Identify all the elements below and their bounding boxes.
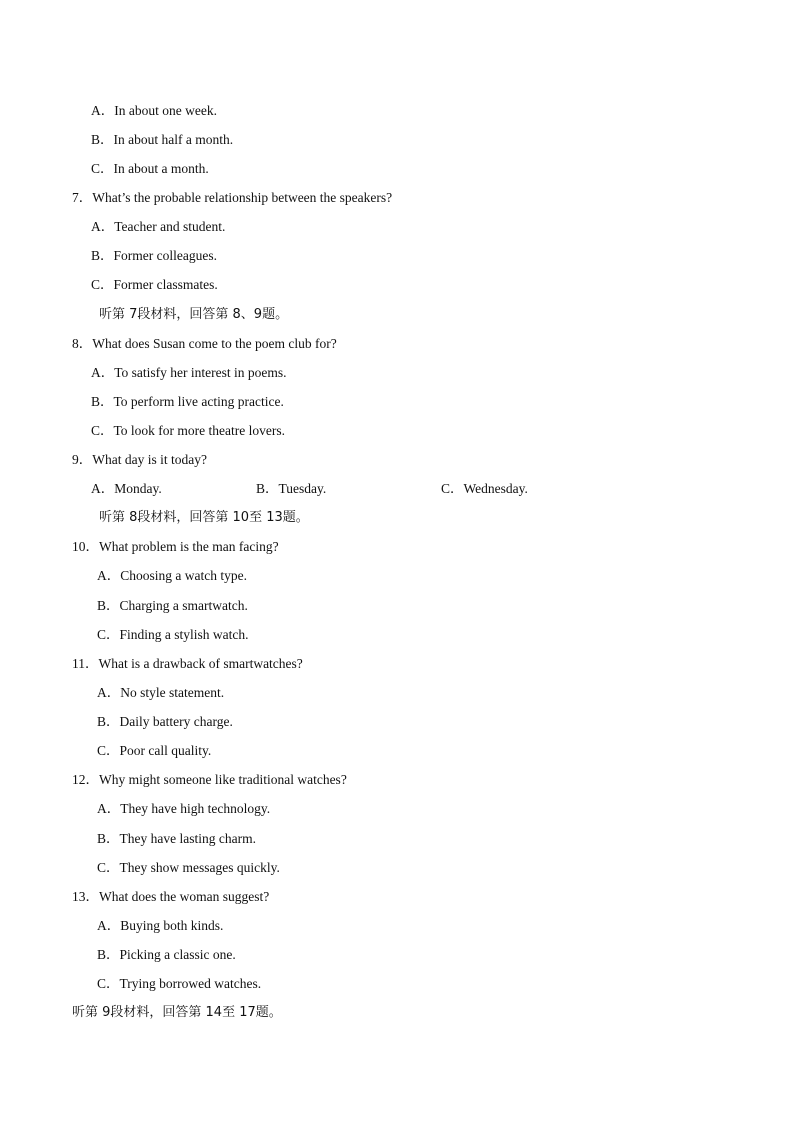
- q13-option-c: C．Trying borrowed watches.: [97, 976, 262, 991]
- q7-option-a: A．Teacher and student.: [91, 219, 226, 234]
- section-heading-9: 听第 9段材料，回答第 14至 17题。: [72, 1005, 282, 1020]
- q11-stem: 11．What is a drawback of smartwatches?: [72, 656, 303, 671]
- q7-option-b: B．Former colleagues.: [91, 248, 217, 263]
- section-heading-7: 听第 7段材料，回答第 8、9题。: [99, 307, 289, 322]
- q7-option-c: C．Former classmates.: [91, 277, 218, 292]
- q9-option-a: A．Monday.: [91, 481, 162, 496]
- q12-stem: 12．Why might someone like traditional watches?: [72, 772, 347, 787]
- q13-option-b: B．Picking a classic one.: [97, 947, 236, 962]
- q8-option-a: A．To satisfy her interest in poems.: [91, 365, 287, 380]
- q10-option-a: A．Choosing a watch type.: [97, 568, 247, 583]
- q9-option-b: B．Tuesday.: [256, 481, 327, 496]
- q8-option-b: B．To perform live acting practice.: [91, 394, 284, 409]
- q6-option-b: B．In about half a month.: [91, 132, 234, 147]
- q12-option-a: A．They have high technology.: [97, 801, 271, 816]
- q7-stem: 7．What’s the probable relationship between the speakers?: [72, 190, 393, 205]
- q12-option-c: C．They show messages quickly.: [97, 860, 280, 875]
- q11-option-a: A．No style statement.: [97, 685, 225, 700]
- q11-option-c: C．Poor call quality.: [97, 743, 212, 758]
- q9-option-c: C．Wednesday.: [441, 481, 528, 496]
- q6-option-c: C．In about a month.: [91, 161, 209, 176]
- q10-option-c: C．Finding a stylish watch.: [97, 627, 249, 642]
- q6-option-a: A．In about one week.: [91, 103, 217, 118]
- q8-option-c: C．To look for more theatre lovers.: [91, 423, 286, 438]
- section-heading-8: 听第 8段材料，回答第 10至 13题。: [99, 510, 309, 525]
- q10-stem: 10．What problem is the man facing?: [72, 539, 279, 554]
- q13-option-a: A．Buying both kinds.: [97, 918, 224, 933]
- q12-option-b: B．They have lasting charm.: [97, 831, 256, 846]
- q13-stem: 13．What does the woman suggest?: [72, 889, 270, 904]
- q9-stem: 9．What day is it today?: [72, 452, 207, 467]
- q10-option-b: B．Charging a smartwatch.: [97, 598, 248, 613]
- q8-stem: 8．What does Susan come to the poem club for?: [72, 336, 337, 351]
- q11-option-b: B．Daily battery charge.: [97, 714, 233, 729]
